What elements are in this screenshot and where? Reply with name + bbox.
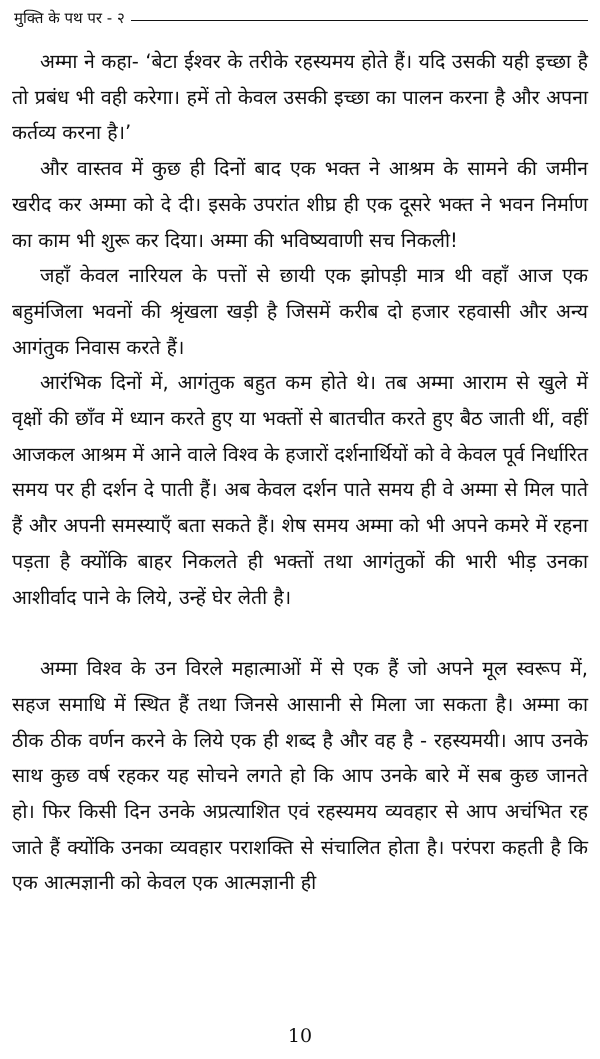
body-text (12, 44, 588, 901)
paragraph-4: आरंभिक दिनों में, आगंतुक बहुत कम होते थे। तब अम्मा आराम से खुले में वृक्षों की छाँव में ध्यान करते हुए या भक्तों से बातचीत करते हुए बैठ जाती थीं, वहीं आजकल आश्रम में आने वाले विश्व के हजारों दर्शनार्थियों को वे केवल पूर्व निर्धारित समय पर ही दर्शन दे पाती हैं। अब केवल दर्शन पाते समय ही वे अम्मा से मिल पाते हैं और अपनी समस्याएँ बता सकते हैं। शेष समय अम्मा को भी अपने कमरे में रहना पड़ता है क्योंकि बाहर निकलते ही भक्तों तथा आगंतुकों की भारी भीड़ उनका आशीर्वाद पाने के लिये, उन्हें घेर लेती है। (12, 371, 588, 609)
page-number: 10 (287, 1025, 313, 1047)
running-header-title: मुक्ति के पथ पर - २ (14, 9, 125, 27)
header-rule (131, 20, 588, 21)
paragraph-2: और वास्तव में कुछ ही दिनों बाद एक भक्त ने आश्रम के सामने की जमीन खरीद कर अम्मा को दे दी। इसके उपरांत शीघ्र ही एक दूसरे भक्त ने भवन निर्माण का काम भी शुरू कर दिया। अम्मा की भविष्यवाणी सच निकली! (12, 157, 588, 252)
running-header (14, 4, 588, 32)
paragraph-5: अम्मा विश्व के उन विरले महात्माओं में से एक हैं जो अपने मूल स्वरूप में, सहज समाधि में स्थित हैं तथा जिनसे आसानी से मिला जा सकता है। अम्मा का ठीक ठीक वर्णन करने के लिये एक ही शब्द है और वह है - रहस्यमयी। आप उनके साथ कुछ वर्ष रहकर यह सोचने लगते हो कि आप उनके बारे में सब कुछ जानते हो। फिर किसी दिन उनके अप्रत्याशित एवं रहस्यमय व्यवहार से आप अचंभित रह जाते हैं क्योंकि उनका व्यवहार पराशक्ति से संचालित होता है। परंपरा कहती है कि एक आत्मज्ञानी को केवल एक आत्मज्ञानी ही (12, 657, 588, 895)
paragraph-1: अम्मा ने कहा- ‘बेटा ईश्वर के तरीके रहस्यमय होते हैं। यदि उसकी यही इच्छा है तो प्रबंध भी वही करेगा। हमें तो केवल उसकी इच्छा का पालन करना है और अपना कर्तव्य करना है।’ (12, 50, 588, 145)
paragraph-3: जहाँ केवल नारियल के पत्तों से छायी एक झोपड़ी मात्र थी वहाँ आज एक बहुमंजिला भवनों की श्रृंखला खड़ी है जिसमें करीब दो हजार रहवासी और अन्य आगंतुक निवास करते हैं। (12, 264, 588, 359)
